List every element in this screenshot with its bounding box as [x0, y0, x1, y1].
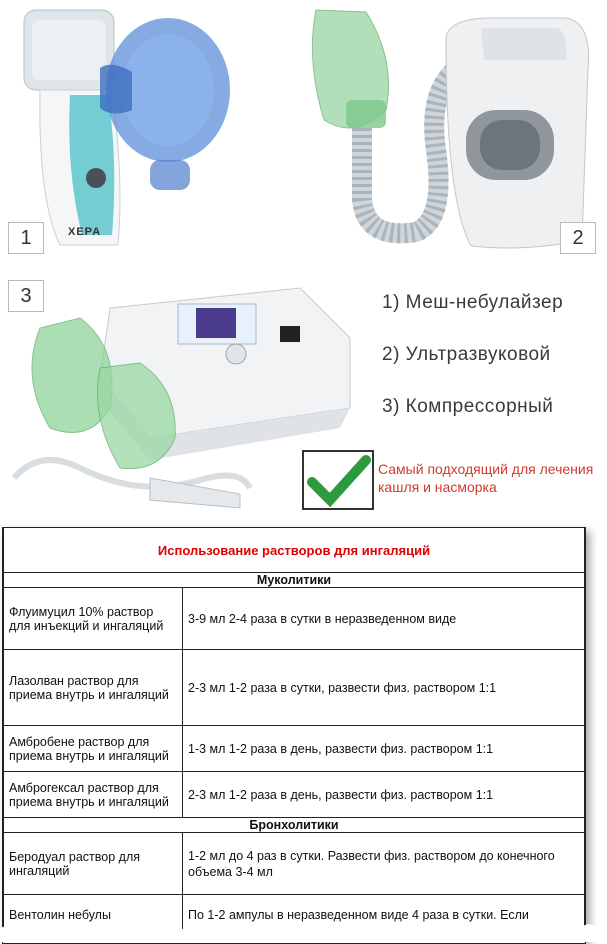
recommendation-note: Самый подходящий для лечения кашля и насморка — [378, 461, 594, 495]
photo-mesh-nebulizer — [0, 0, 292, 258]
photo-compressor-nebulizer — [0, 268, 607, 522]
legend-item-compressor: 3) Компрессорный — [382, 396, 554, 417]
drug-name: Лазолван раствор для приема внутрь и ингаляций — [4, 650, 183, 726]
drug-name: Флуимуцил 10% раствор для инъекций и ингаляций — [4, 588, 183, 650]
image-number-3: 3 — [8, 280, 44, 312]
drug-dose: По 1-2 ампулы в неразведенном виде 4 раза в сутки. Если — [183, 895, 585, 935]
checkmark-box — [302, 450, 374, 510]
torn-edge — [0, 918, 607, 942]
nebulizer-type-list — [382, 288, 602, 444]
legend-item-mesh: 1) Меш-небулайзер — [382, 292, 564, 313]
photo-ultrasonic-nebulizer — [296, 0, 607, 262]
mesh-nebulizer-illustration — [0, 0, 292, 258]
checkmark-icon — [304, 452, 372, 508]
image-number-1: 1 — [8, 222, 44, 254]
drug-name: Амбробене раствор для приема внутрь и ингаляций — [4, 726, 183, 772]
image-number-2: 2 — [560, 222, 596, 254]
inhalation-solutions-table — [2, 527, 586, 944]
section-header-mucolytics: Муколитики — [4, 573, 585, 588]
section-header-bronchodilators: Бронхолитики — [4, 818, 585, 833]
drug-name: Амброгексал раствор для приема внутрь и ингаляций — [4, 772, 183, 818]
brand-logo: XEPA — [68, 226, 102, 238]
drug-dose: 3-9 мл 2-4 раза в сутки в неразведенном виде — [183, 588, 585, 650]
table-title: Использование растворов для ингаляций — [4, 528, 585, 573]
drug-dose: 1-3 мл 1-2 раза в день, развести физ. раствором 1:1 — [183, 726, 585, 772]
drug-name: Вентолин небулы — [4, 895, 183, 935]
drug-dose: 1-2 мл до 4 раз в сутки. Развести физ. раствором до конечного объема 3-4 мл — [183, 833, 585, 895]
drug-dose: 2-3 мл 1-2 раза в сутки, развести физ. раствором 1:1 — [183, 650, 585, 726]
drug-dose: 2-3 мл 1-2 раза в день, развести физ. раствором 1:1 — [183, 772, 585, 818]
legend-item-ultrasonic: 2) Ультразвуковой — [382, 344, 551, 365]
drug-name: Беродуал раствор для ингаляций — [4, 833, 183, 895]
